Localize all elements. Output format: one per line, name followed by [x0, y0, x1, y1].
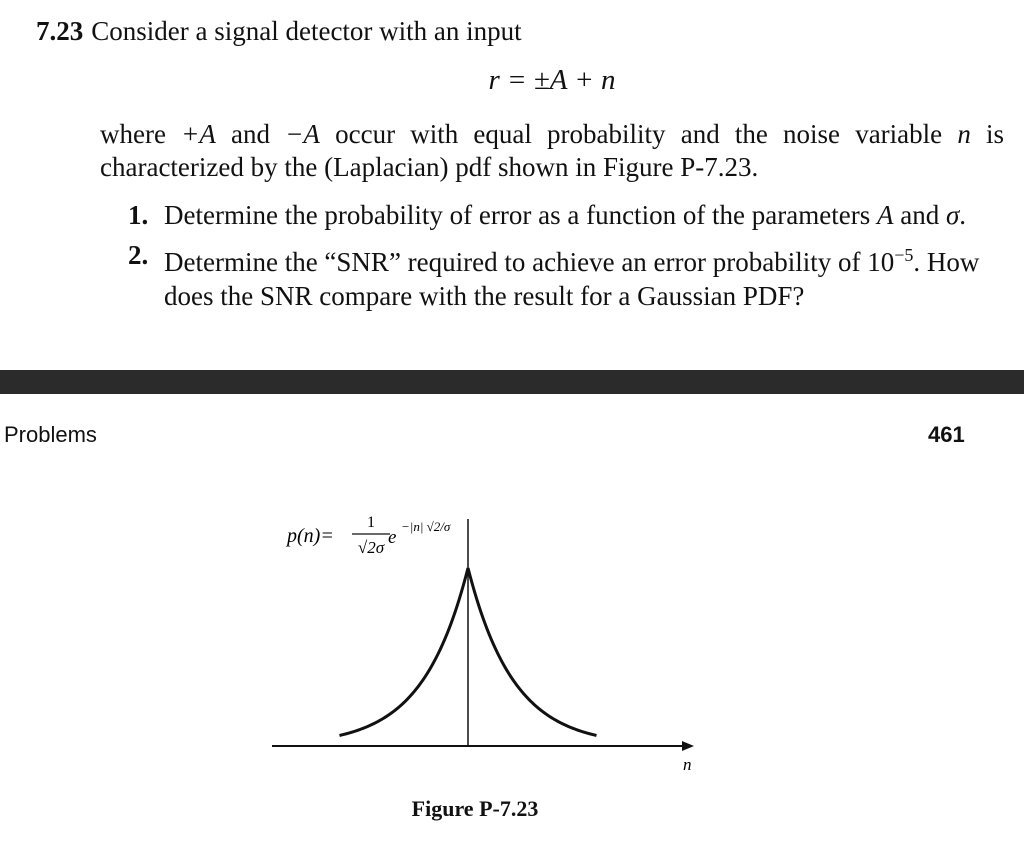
pdf-curve-left — [340, 568, 469, 735]
paragraph-text: occur with equal probability and the noise variable — [319, 119, 958, 149]
question-number: 1. — [128, 200, 149, 230]
paragraph-text: and — [215, 119, 286, 149]
paragraph-text: where — [100, 119, 182, 149]
figure-caption — [0, 796, 950, 822]
a-symbol: A — [876, 200, 894, 230]
question-body: and — [893, 200, 946, 230]
exponent-base: e — [388, 527, 397, 548]
formula-numerator: 1 — [367, 514, 375, 531]
sigma-symbol: σ — [945, 200, 960, 230]
noise-symbol: n — [957, 119, 971, 149]
x-axis-arrow — [682, 741, 694, 751]
input-equation: r = ±A + n — [488, 64, 616, 96]
running-header-title: Problems — [4, 422, 97, 447]
problem-number: 7.23 — [36, 16, 84, 46]
question-body: Determine the probability of error as a function of the parameters — [164, 200, 877, 230]
figure-caption-text: Figure P-7.23 — [411, 796, 539, 821]
question-body: . How does the SNR compare with the result for a Gaussian PDF? — [164, 247, 980, 311]
paragraph-text: is characterized by the (Laplacian) pdf shown in Figure P-7.23. — [100, 119, 1004, 182]
plus-a-symbol: +A — [181, 119, 216, 149]
question-body: Determine the “SNR” required to achieve an error probability of 10 — [164, 247, 895, 277]
pdf-curve-right — [468, 568, 597, 735]
problem-intro: Consider a signal detector with an input — [91, 16, 522, 46]
question-body: . — [959, 200, 967, 230]
minus-a-symbol: −A — [285, 119, 320, 149]
exponent-text: −|n| √2/σ — [401, 519, 451, 534]
exponent: −5 — [894, 245, 914, 265]
page-number: 461 — [928, 422, 965, 447]
question-number: 2. — [128, 240, 149, 270]
formula-lhs: p(n)= — [287, 525, 334, 547]
formula-denominator: √2σ — [357, 538, 385, 557]
x-axis-label: n — [683, 755, 692, 774]
